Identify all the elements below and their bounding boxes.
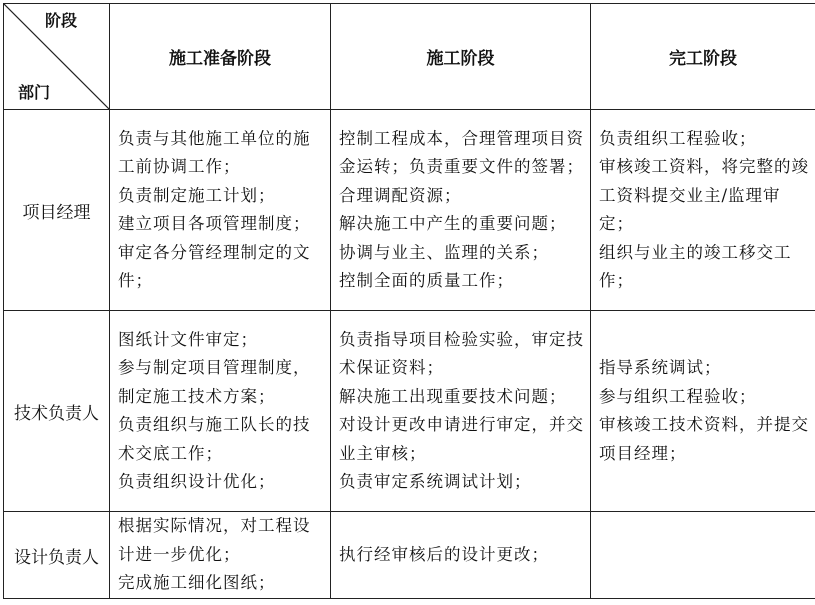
corner-stage-label: 阶段 [44,11,77,30]
corner-dept-label: 部门 [18,83,51,102]
table-row [4,512,815,599]
finish-cell [591,110,815,311]
dept-name: 设计负责人 [4,512,110,599]
duty-line: 控制全面的质量工作； [339,271,514,290]
duty-line: 负责指导项目检验实验，审定技术保证资料； [339,329,584,377]
duty-line: 协调与业主、监理的关系； [339,242,549,262]
duty-line: 完成施工细化图纸； [118,573,276,593]
duty-line: 指导系统调试； [599,358,722,377]
finish-cell [591,512,815,599]
duty-line: 图纸计文件审定； [118,329,258,349]
construct-cell [331,512,591,599]
prep-cell [110,311,331,512]
duty-line: 建立项目各项管理制度； [118,214,311,233]
finish-cell [591,311,815,512]
table-row [4,110,815,311]
duty-line: 负责制定施工计划； [118,185,276,205]
duty-line: 解决施工中产生的重要问题； [339,214,567,233]
prep-cell [110,110,331,311]
duty-line: 负责组织与施工队长的技术交底工作； [118,415,311,463]
column-header-construct: 施工阶段 [331,4,591,110]
duty-line: 参与组织工程验收； [599,386,757,406]
duty-line: 参与制定项目管理制度，制定施工技术方案； [118,358,311,406]
construct-cell [331,311,591,512]
duty-line: 负责与其他施工单位的施工前协调工作； [118,128,311,176]
duty-line: 控制工程成本，合理管理项目资金运转；负责重要文件的签署；合理调配资源； [339,128,584,205]
table-row [4,311,815,512]
responsibility-table [3,3,815,599]
duty-line: 审核竣工技术资料，并提交项目经理； [599,415,809,463]
duty-line: 执行经审核后的设计更改； [339,544,549,564]
duty-line: 审定各分管经理制定的文件； [118,242,311,290]
dept-name: 技术负责人 [4,311,110,512]
header-row [4,4,815,110]
duty-line: 负责审定系统调试计划； [339,472,532,491]
prep-cell [110,512,331,599]
corner-cell [4,4,110,110]
duty-line: 负责组织工程验收； [599,128,757,148]
column-header-prep: 施工准备阶段 [110,4,331,110]
column-header-finish: 完工阶段 [591,4,815,110]
duty-line: 对设计更改申请进行审定，并交业主审核； [339,415,584,463]
duty-line: 根据实际情况，对工程设计进一步优化； [118,516,311,564]
dept-name: 项目经理 [4,110,110,311]
construct-cell [331,110,591,311]
duty-line: 解决施工出现重要技术问题； [339,386,567,406]
duty-line: 组织与业主的竣工移交工作； [599,242,792,290]
duty-line: 审核竣工资料，将完整的竣工资料提交业主/监理审定； [599,157,809,233]
duty-line: 负责组织设计优化； [118,472,276,491]
